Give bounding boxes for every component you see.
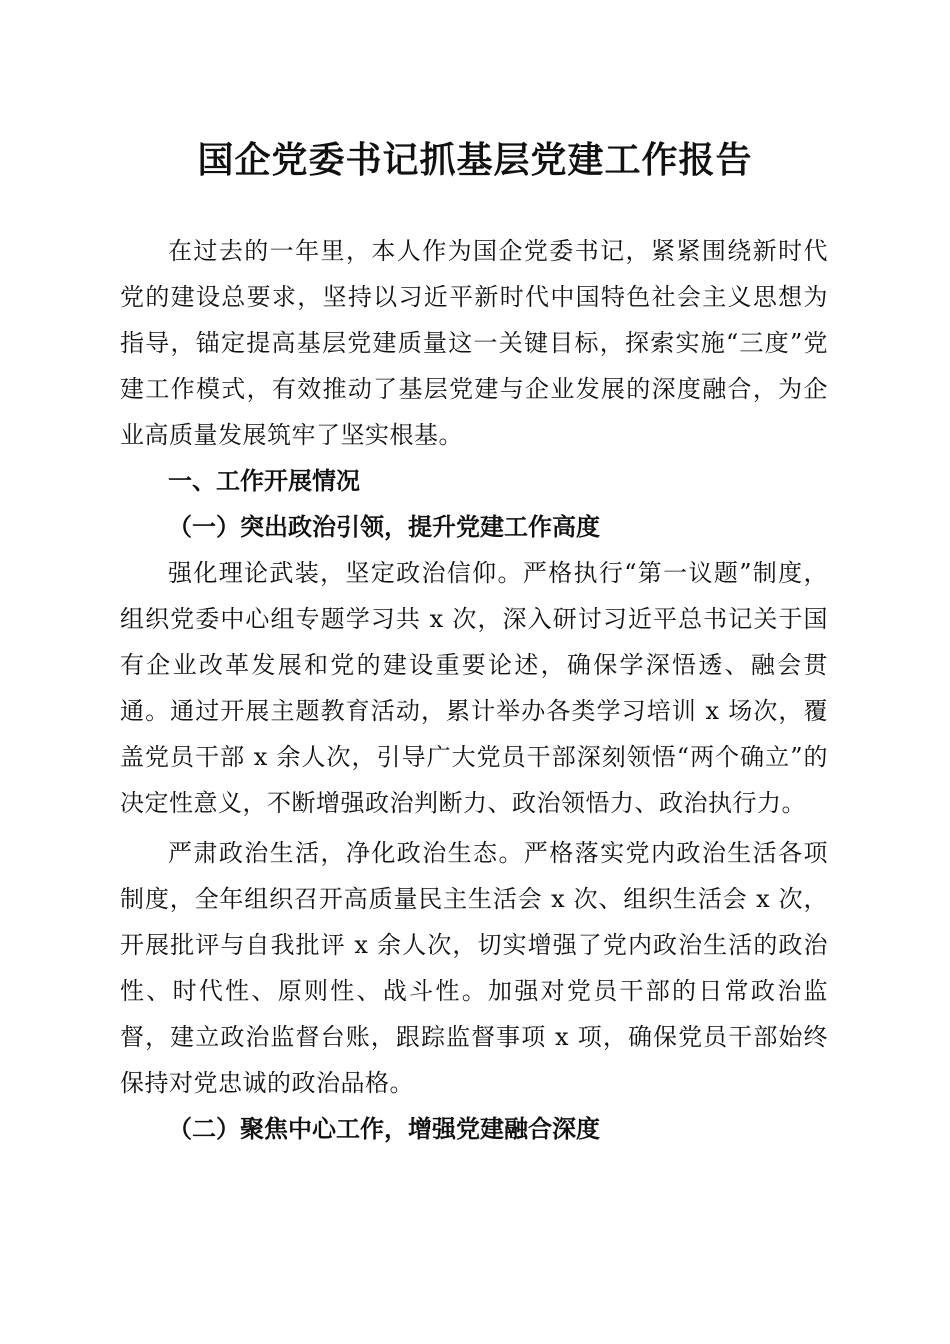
subsection-heading-2: （二）聚焦中心工作，增强党建融合深度 xyxy=(168,1114,600,1143)
document-title: 国企党委书记抓基层党建工作报告 xyxy=(197,139,753,181)
subsection-1-paragraph-1: 强化理论武装，坚定政治信仰。严格执行“第一议题”制度，组织党委中心组专题学习共 x 次，深入研讨习近平总书记关于国有企业改革发展和党的建设重要论述，确保学深悟透、融会贯通。通过开展主题教育活动，累计举办各类学习培训 x 场次，覆盖党员干部 x 余人次，引导广大党员干部深刻领悟“两个确立”的决定性意义，不断增强政治判断力、政治领悟力、政治执行力。 xyxy=(120,559,828,817)
section-heading-1: 一、工作开展情况 xyxy=(168,467,360,495)
document-body xyxy=(120,228,828,1152)
subsection-1-paragraph-2: 严肃政治生活，净化政治生态。严格落实党内政治生活各项制度，全年组织召开高质量民主生活会 x 次、组织生活会 x 次，开展批评与自我批评 x 余人次，切实增强了党内政治生活的政治性、时代性、原则性、战斗性。加强对党员干部的日常政治监督，建立政治监督台账，跟踪监督事项 x 项，确保党员干部始终保持对党忠诚的政治品格。 xyxy=(120,839,828,1097)
subsection-heading-1: （一）突出政治引领，提升党建工作高度 xyxy=(168,512,600,541)
intro-paragraph: 在过去的一年里，本人作为国企党委书记，紧紧围绕新时代党的建设总要求，坚持以习近平新时代中国特色社会主义思想为指导，锚定提高基层党建质量这一关键目标，探索实施“三度”党建工作模式，有效推动了基层党建与企业发展的深度融合，为企业高质量发展筑牢了坚实根基。 xyxy=(120,237,828,449)
